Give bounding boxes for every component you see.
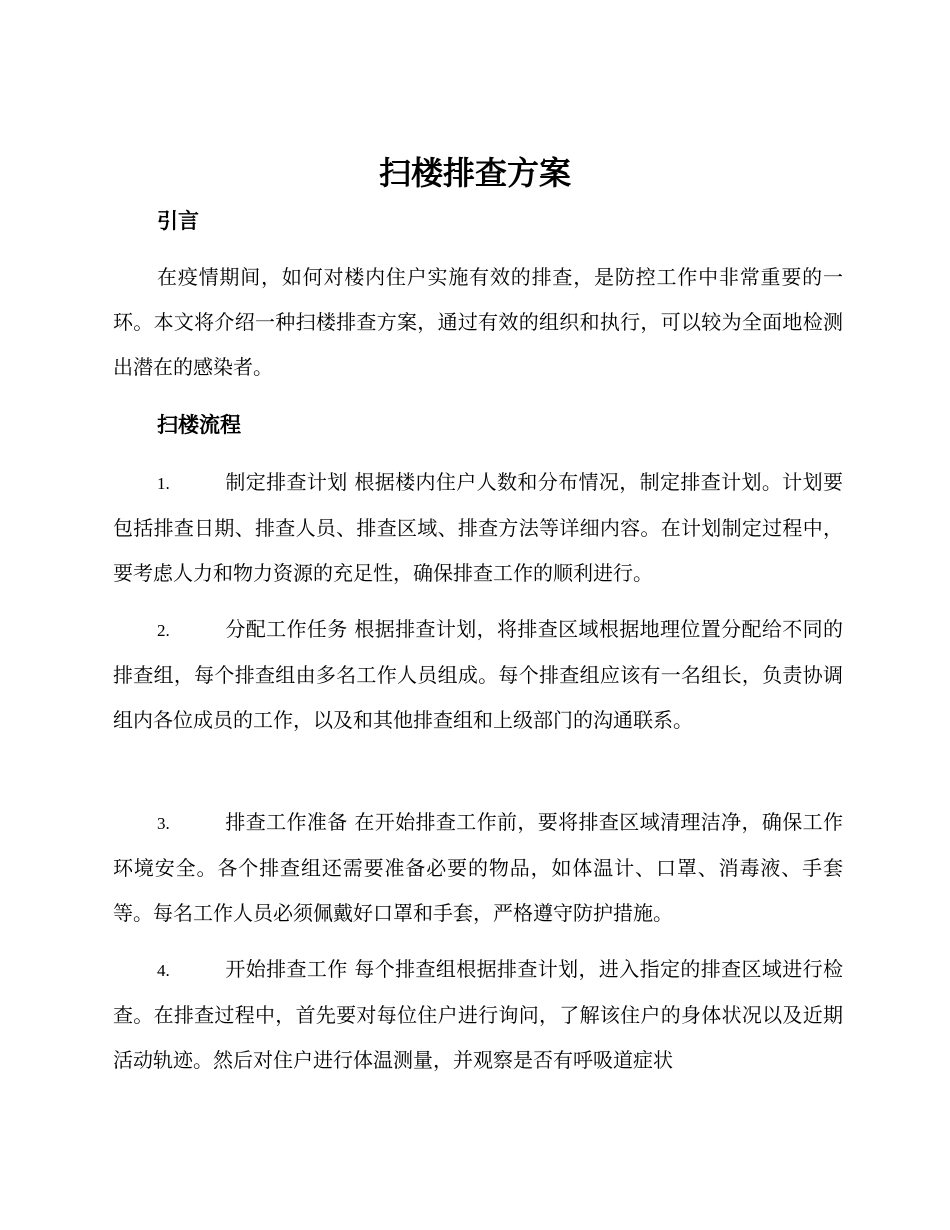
list-item-number: 4. [157, 961, 170, 980]
list-item-text: 排查工作准备 在开始排查工作前，要将排查区域清理洁净，确保工作环境安全。各个排查组还需要准备必要的物品，如体温计、口罩、消毒液、手套等。每名工作人员必须佩戴好口罩和手套，严格遵守防护措施。 [113, 810, 843, 925]
list-item [113, 460, 843, 596]
intro-paragraph: 在疫情期间，如何对楼内住户实施有效的排查，是防控工作中非常重要的一环。本文将介绍一种扫楼排查方案，通过有效的组织和执行，可以较为全面地检测出潜在的感染者。 [113, 265, 843, 379]
list-item-number: 3. [157, 814, 170, 833]
list-item-number: 1. [157, 474, 170, 493]
list-item [113, 800, 843, 936]
document-title: 扫楼排查方案 [378, 154, 571, 192]
list-item [113, 607, 843, 743]
list-item-text: 开始排查工作 每个排查组根据排查计划，进入指定的排查区域进行检查。在排查过程中，首先要对每位住户进行询问，了解该住户的身体状况以及近期活动轨迹。然后对住户进行体温测量，并观察是否有呼吸道症状 [113, 957, 843, 1072]
list-item-number: 2. [157, 621, 170, 640]
list-item-text: 分配工作任务 根据排查计划，将排查区域根据地理位置分配给不同的排查组，每个排查组由多名工作人员组成。每个排查组应该有一名组长，负责协调组内各位成员的工作，以及和其他排查组和上级部门的沟通联系。 [113, 617, 843, 732]
section-heading-process: 扫楼流程 [157, 413, 241, 437]
list-item [113, 947, 843, 1083]
list-item-text: 制定排查计划 根据楼内住户人数和分布情况，制定排查计划。计划要包括排查日期、排查人员、排查区域、排查方法等详细内容。在计划制定过程中，要考虑人力和物力资源的充足性，确保排查工作的顺利进行。 [113, 470, 843, 585]
section-heading-intro: 引言 [157, 209, 199, 233]
